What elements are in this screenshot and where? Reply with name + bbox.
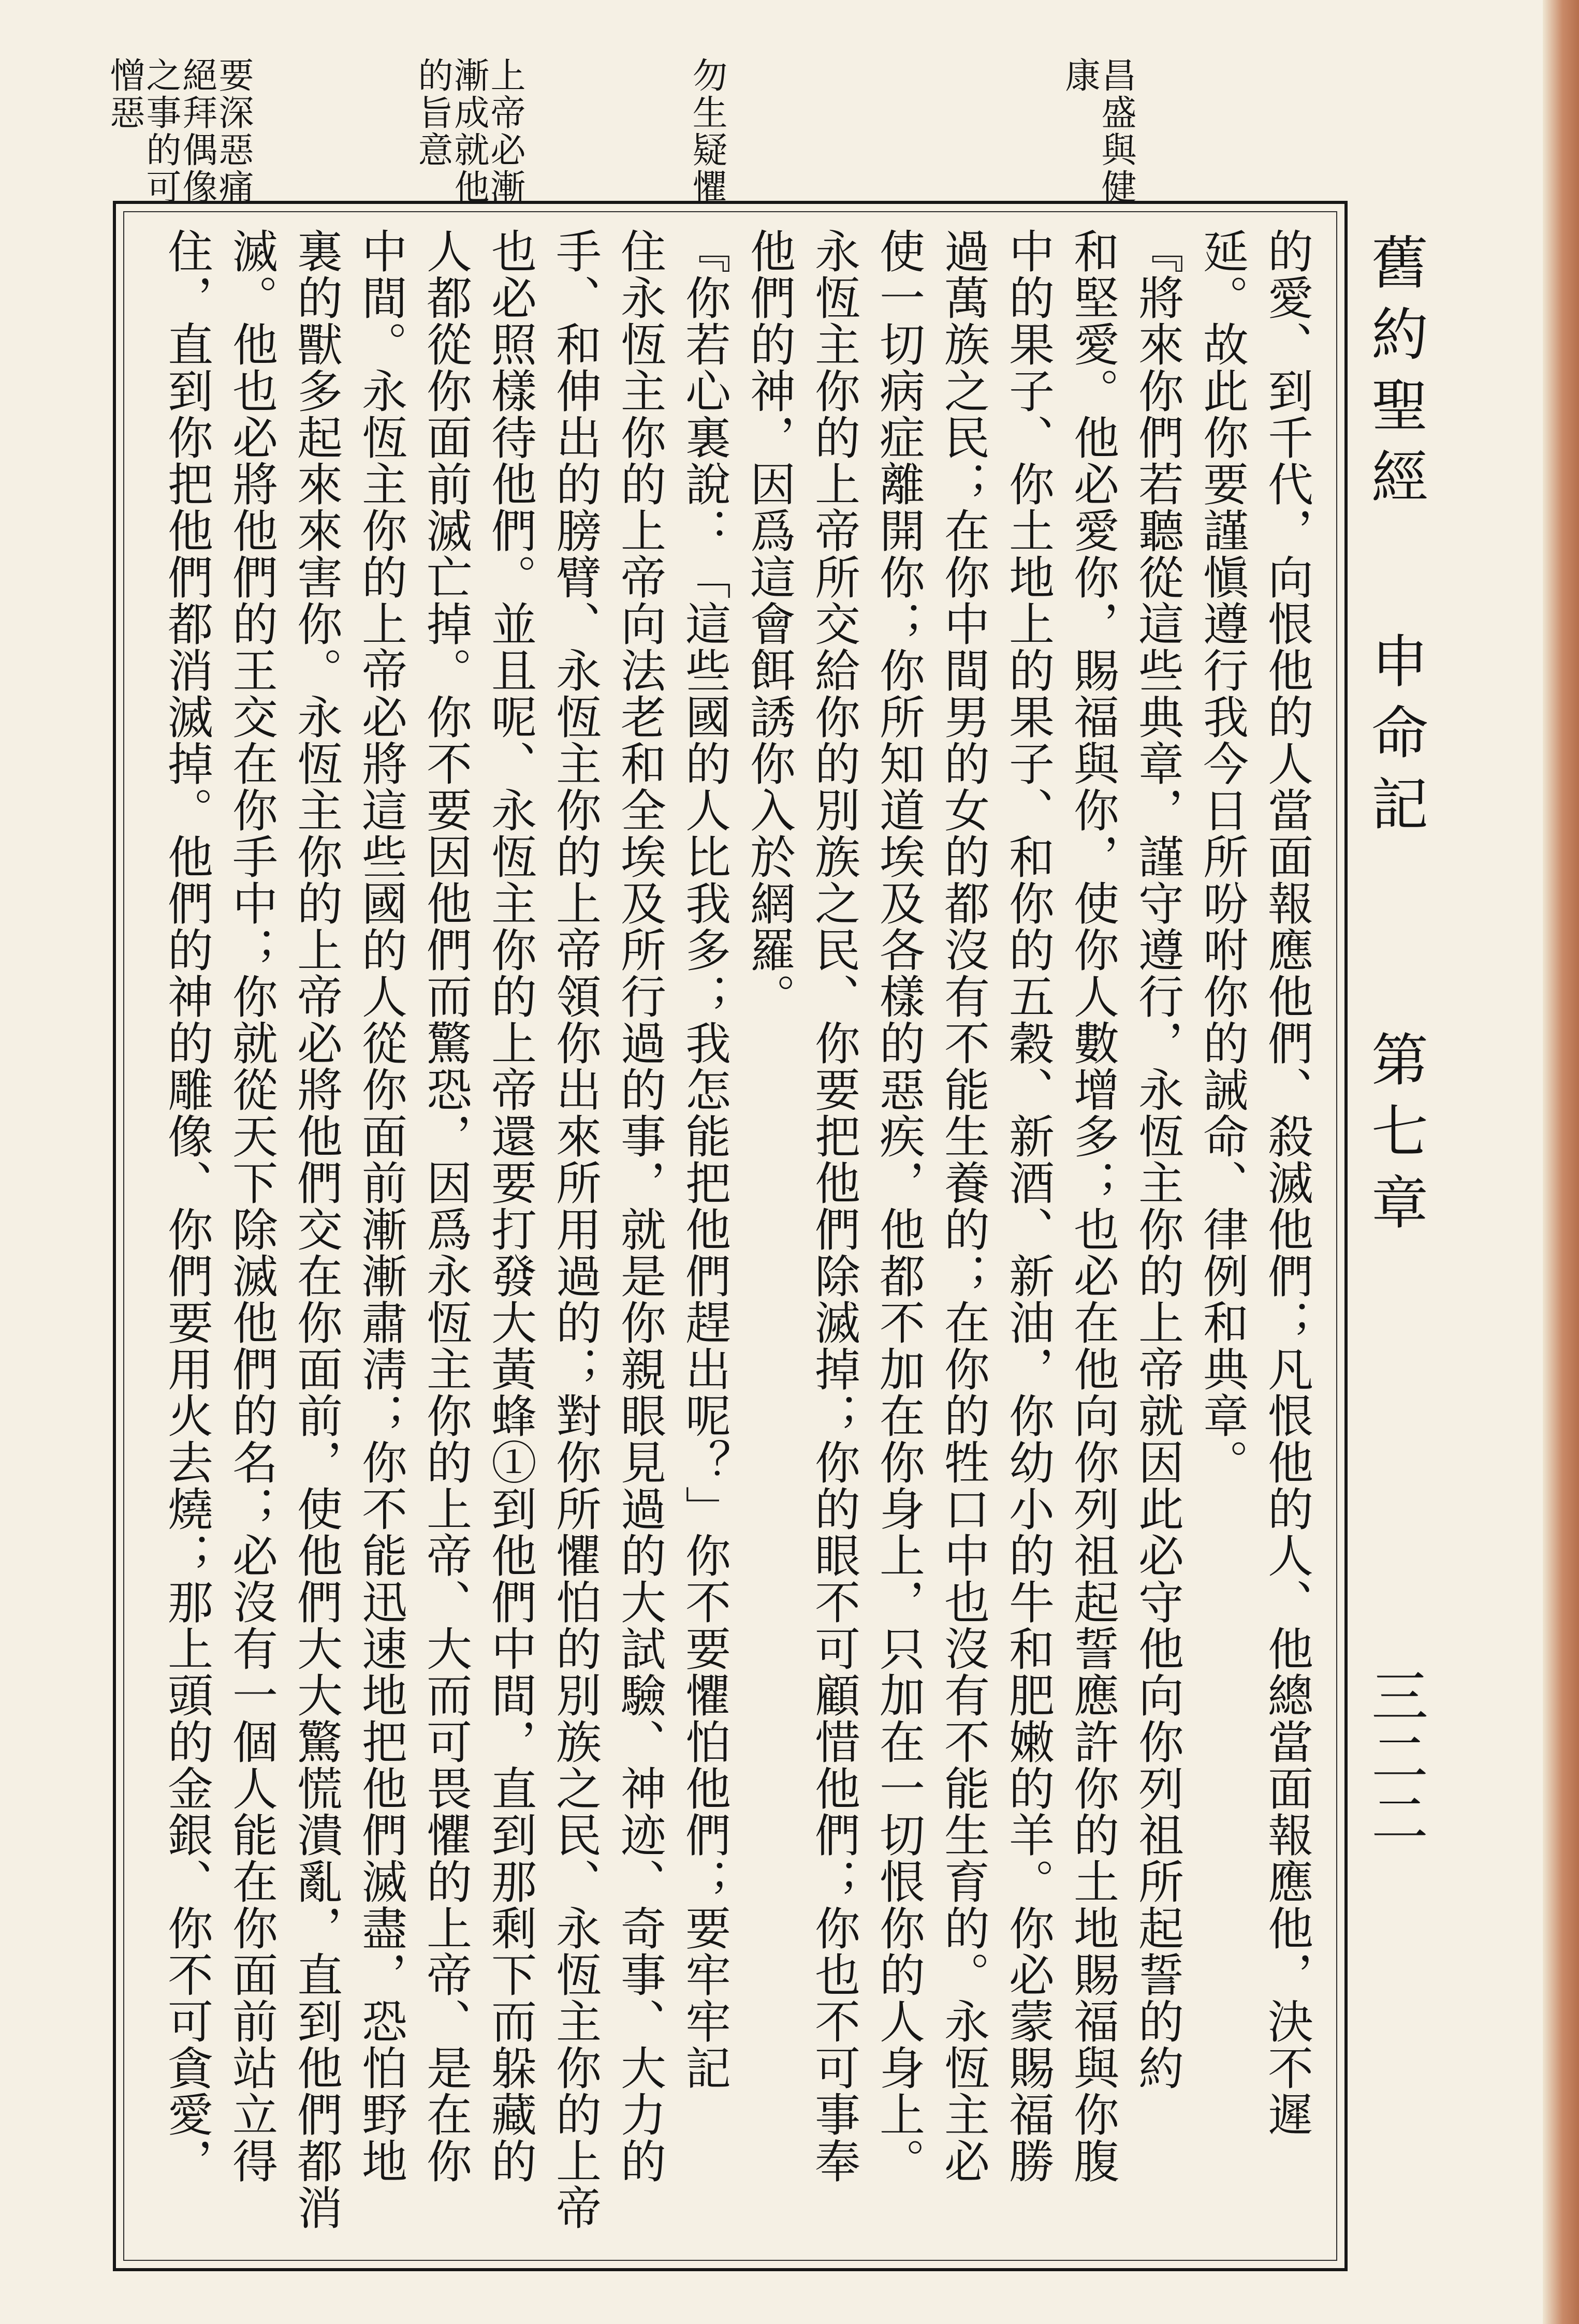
body-text-line: 和堅愛。他必愛你，賜福與你，使你人數增多；也必在他向你列祖起誓應許你的土地賜福與你腹 — [1066, 228, 1120, 2184]
book-name: 申命記 — [1362, 631, 1428, 846]
chapter-label: 第七章 — [1362, 1030, 1428, 1244]
body-text-line: 永恆主你的上帝所交給你的別族之民、你要把他們除滅掉；你的眼不可顧惜他們；你也不可事奉 — [808, 228, 861, 2184]
page-number: 三二二 — [1362, 1667, 1428, 1850]
margin-note — [414, 57, 523, 206]
running-title: 舊約聖經 — [1362, 233, 1428, 519]
body-text-line: 延。故此你要謹愼遵行我今日所吩咐你的誡命、律例和典章。 — [1196, 228, 1249, 1485]
body-text-line: 住永恆主你的上帝向法老和全埃及所行過的事，就是你親眼見過的大試驗、神迹、奇事、大力的 — [613, 228, 667, 2184]
margin-note-line: 之事的可 — [140, 57, 181, 206]
body-text-line: 『將來你們若聽從這些典章，謹守遵行，永恆主你的上帝就因此必守他向你列祖所起誓的約 — [1131, 228, 1185, 2091]
margin-note — [686, 57, 727, 206]
body-text-line: 裏的獸多起來來害你。永恆主你的上帝必將他們交在你面前，使他們大大驚慌潰亂，直到他們都消 — [290, 228, 343, 2231]
margin-note-line: 漸成就他 — [448, 57, 489, 206]
body-text-line: 人都從你面前滅亡掉。你不要因他們而驚恐，因爲永恆主你的上帝、大而可畏懼的上帝、是在你 — [419, 228, 473, 2184]
margin-note-line: 康 — [1059, 57, 1100, 94]
margin-note-line: 憎惡 — [104, 57, 145, 131]
body-text-line: 滅。他也必將他們的王交在你手中；你就從天下除滅他們的名；必沒有一個人能在你面前站立得 — [225, 228, 279, 2184]
margin-note-line: 絕拜偶像 — [177, 57, 217, 206]
margin-note — [104, 57, 254, 206]
body-text-line: 使一切病症離開你；你所知道埃及各樣的惡疾，他都不加在你身上，只加在一切恨你的人身上。 — [872, 228, 926, 2184]
margin-note — [1061, 57, 1134, 206]
body-text-line: 也必照樣待他們。並且呢、永恆主你的上帝還要打發大黃蜂①到他們中間，直到那剩下而躲藏的 — [484, 228, 537, 2184]
margin-note-line: 的旨意 — [412, 57, 453, 169]
margin-note-line: 勿生疑懼 — [686, 57, 727, 206]
body-text-line: 住，直到你把他們都消滅掉。他們的神的雕像、你們要用火去燒；那上頭的金銀、你不可貪愛， — [160, 228, 214, 2184]
page-edge — [1543, 0, 1579, 2324]
body-text-line: 的愛、到千代，向恨他的人當面報應他們、殺滅他們；凡恨他的人、他總當面報應他，決不遲 — [1261, 228, 1314, 2138]
margin-note-line: 要深惡痛 — [213, 57, 254, 206]
body-text-line: 過萬族之民；在你中間男的女的都沒有不能生養的；在你的牲口中也沒有不能生育的。永恆主必 — [937, 228, 990, 2184]
body-text-line: 他們的神，因爲這會餌誘你入於網羅。 — [743, 228, 796, 1020]
margin-note-line: 昌盛與健 — [1095, 57, 1136, 206]
body-text-line: 手、和伸出的膀臂、永恆主你的上帝領你出來所用過的；對你所懼怕的別族之民、永恆主你的上帝 — [549, 228, 602, 2231]
body-text-line: 中的果子、你土地上的果子、和你的五穀、新酒、新油，你幼小的牛和肥嫩的羊。你必蒙賜福勝 — [1002, 228, 1055, 2184]
body-text-line: 『你若心裏說：「這些國的人比我多；我怎能把他們趕出呢？」你不要懼怕他們；要牢牢記 — [678, 228, 732, 2091]
margin-note-line: 上帝必漸 — [485, 57, 525, 206]
body-text-line: 中間。永恆主你的上帝必將這些國的人從你面前漸漸肅淸；你不能迅速地把他們滅盡，恐怕野地 — [355, 228, 408, 2184]
